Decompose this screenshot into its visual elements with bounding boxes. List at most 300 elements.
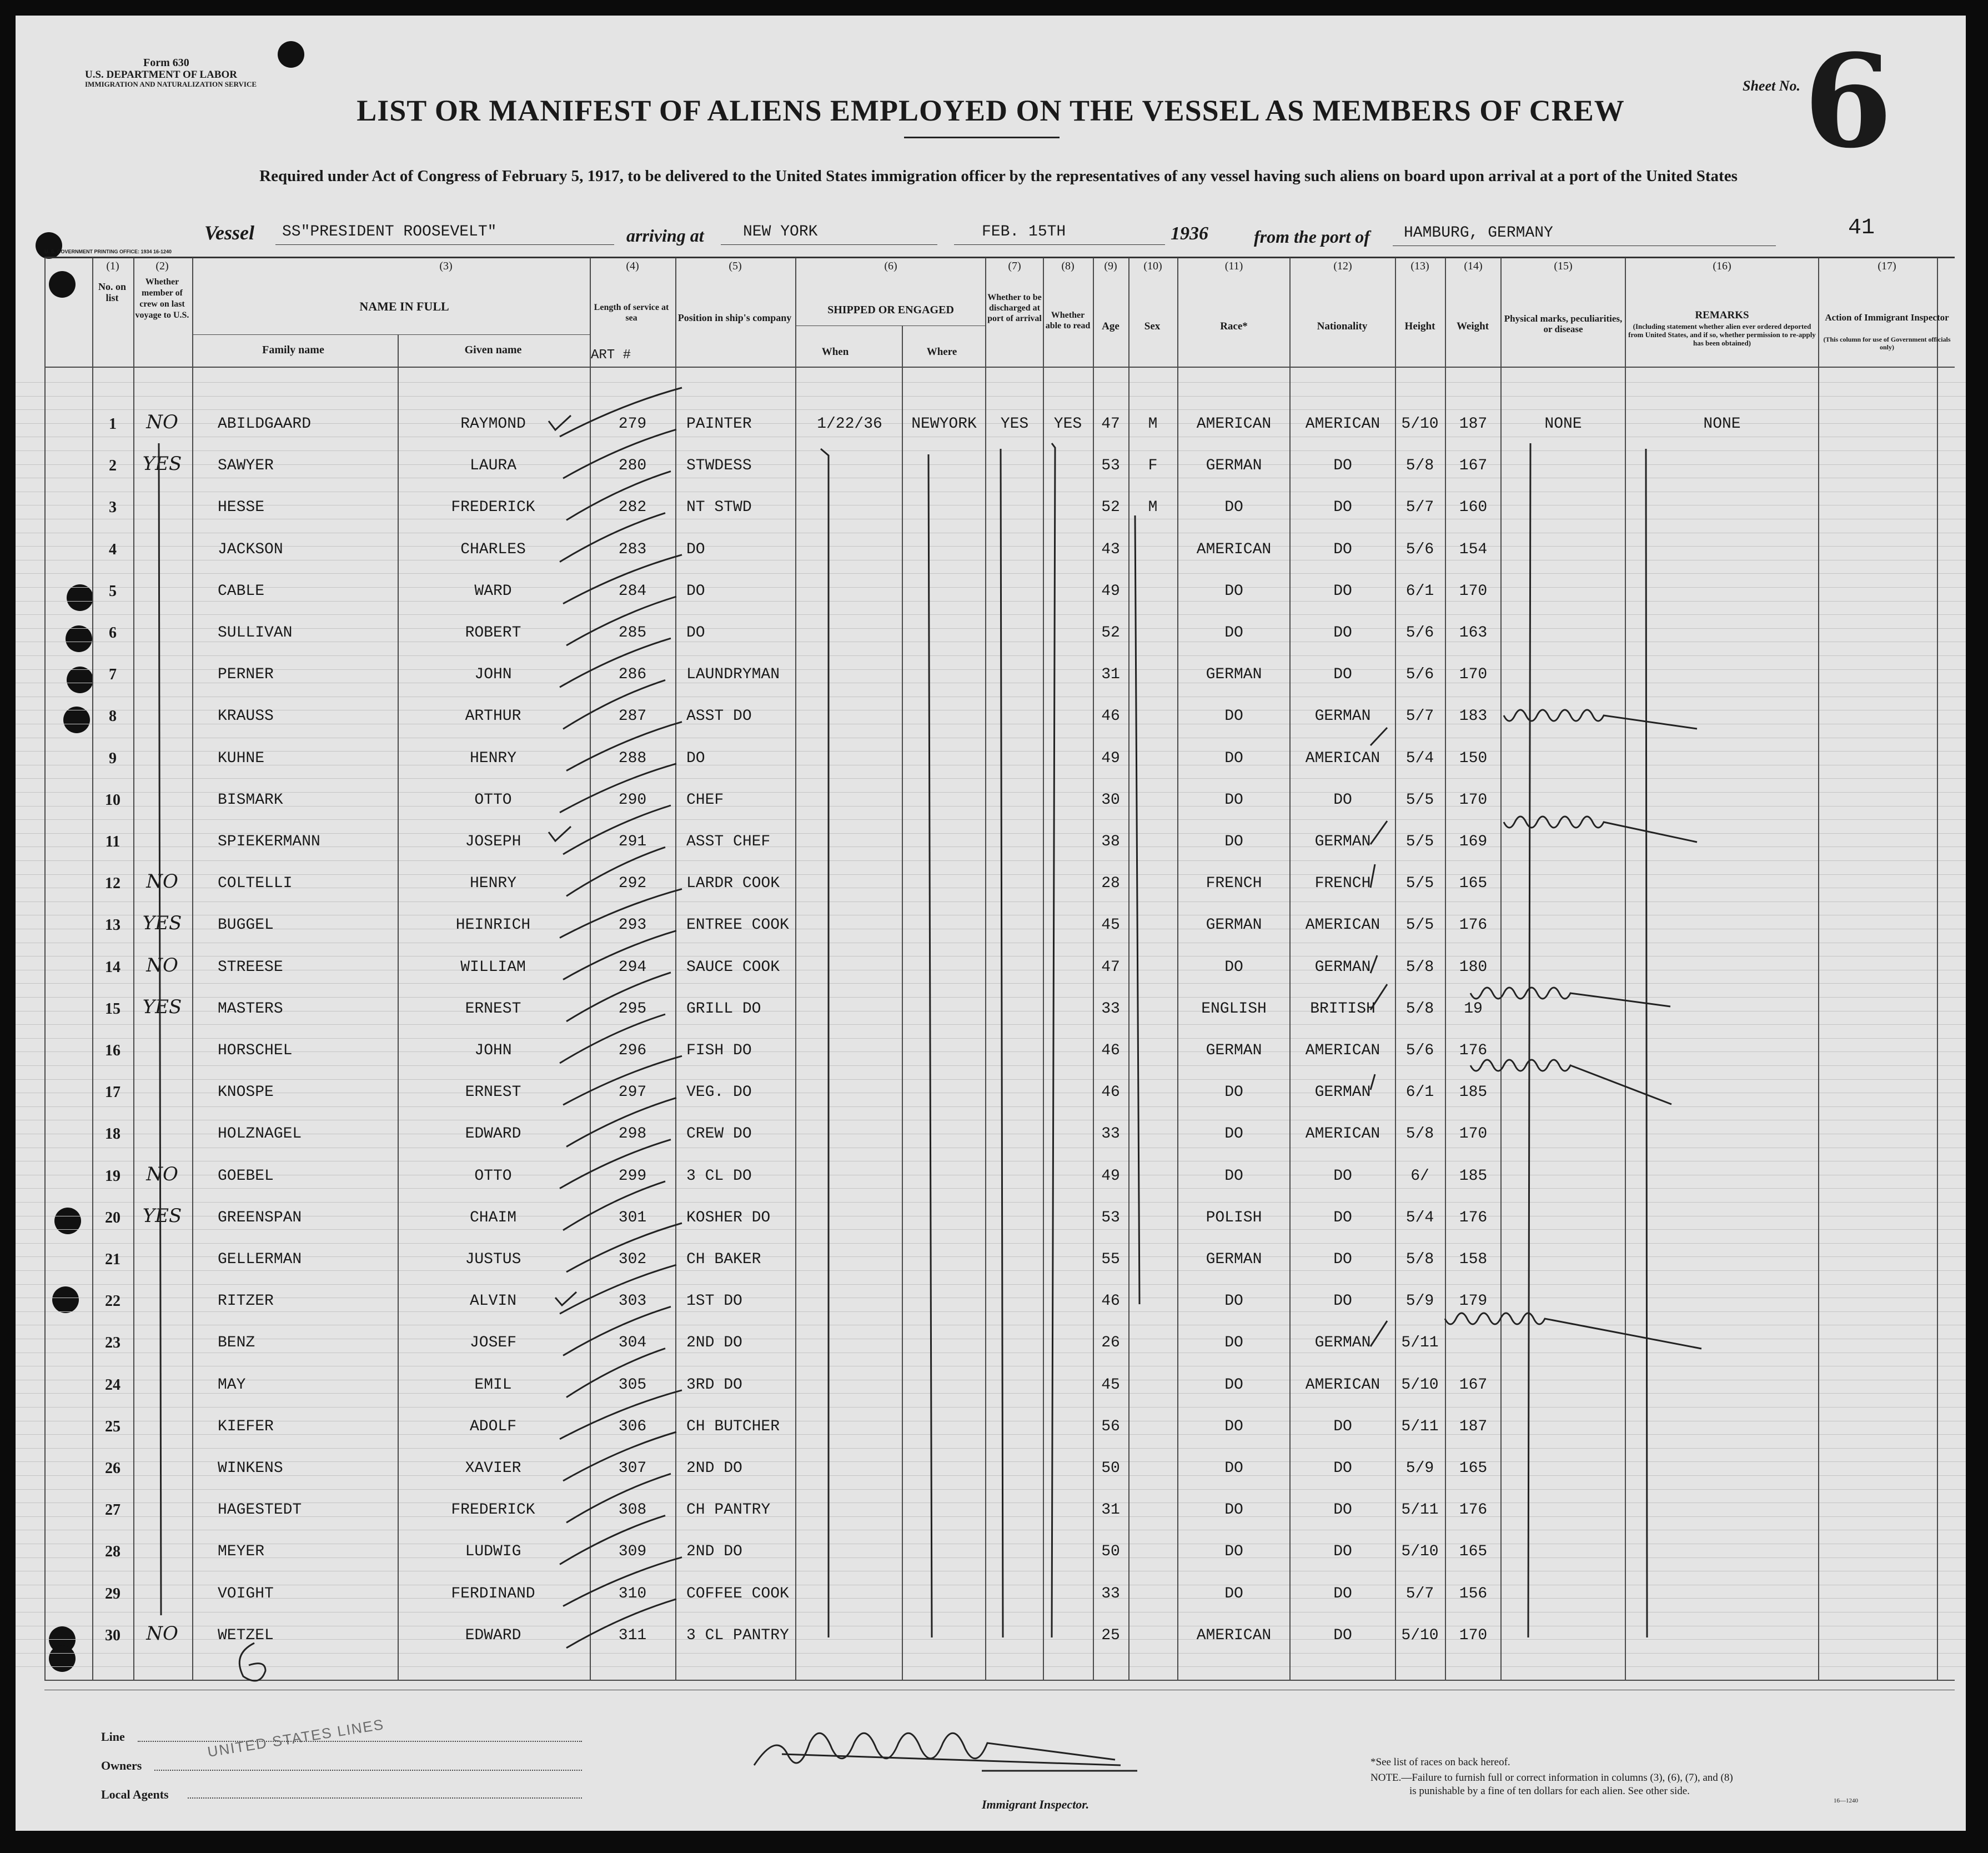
cell-art: 288	[618, 750, 647, 767]
cell-weight: 170	[1459, 666, 1488, 683]
departure-port: HAMBURG, GERMANY	[1404, 224, 1553, 242]
arrival-date: FEB. 15TH	[982, 223, 1066, 241]
cell-given: RAYMOND	[460, 415, 526, 433]
column-number: (3)	[439, 260, 453, 272]
cell-age: 46	[1101, 708, 1120, 725]
cell-weight: 169	[1459, 833, 1488, 850]
cell-no: 30	[105, 1627, 121, 1644]
cell-nat: DO	[1333, 541, 1352, 558]
arrival-port: NEW YORK	[743, 223, 818, 241]
cell-age: 52	[1101, 624, 1120, 642]
cell-art: 304	[618, 1334, 647, 1351]
cell-age: 47	[1101, 959, 1120, 976]
cell-no: 11	[105, 833, 121, 850]
cell-family: BENZ	[218, 1334, 255, 1351]
cell-position: VEG. DO	[686, 1084, 752, 1101]
header-sex: Sex	[1144, 320, 1161, 332]
cell-no: 10	[105, 792, 121, 809]
cell-weight: 187	[1459, 1418, 1488, 1435]
column-number: (11)	[1224, 260, 1243, 272]
cell-nat: DO	[1333, 1293, 1352, 1310]
cell-age: 56	[1101, 1418, 1120, 1435]
cell-position: 2ND DO	[686, 1460, 742, 1477]
cell-family: COLTELLI	[218, 875, 293, 892]
cell-family: HESSE	[218, 499, 265, 516]
cell-no: 13	[105, 917, 121, 934]
cell-no: 17	[105, 1084, 121, 1101]
cell-position: COFFEE COOK	[686, 1585, 789, 1602]
cell-nat: BRITISH	[1310, 1000, 1375, 1018]
cell-race: ENGLISH	[1201, 1000, 1267, 1018]
cell-family: KIEFER	[218, 1418, 274, 1435]
cell-art: 302	[618, 1251, 647, 1268]
cell-height: 5/5	[1405, 792, 1434, 809]
cell-nat: DO	[1333, 1543, 1352, 1560]
cell-weight: 165	[1459, 875, 1488, 892]
cell-family: KRAUSS	[218, 708, 274, 725]
cell-age: 33	[1101, 1585, 1120, 1602]
cell-race: DO	[1224, 1501, 1243, 1519]
header-inspector-action: Action of Immigrant Inspector	[1825, 312, 1949, 323]
cell-no: 23	[105, 1334, 121, 1351]
header-remarks-note: (Including statement whether alien ever ordered deported from United States, and if so, whether permission to re-apply has been obtained)	[1628, 322, 1816, 347]
cell-position: 1ST DO	[686, 1293, 742, 1310]
cell-race: AMERICAN	[1196, 1627, 1272, 1644]
cell-race: POLISH	[1206, 1209, 1262, 1226]
cell-nat: DO	[1333, 624, 1352, 642]
sheet-number: 6	[1804, 27, 1893, 177]
cell-age: 26	[1101, 1334, 1120, 1351]
cell-position: GRILL DO	[686, 1000, 761, 1018]
cell-height: 5/7	[1405, 708, 1434, 725]
cell-position: SAUCE COOK	[686, 959, 780, 976]
cell-given: OTTO	[474, 792, 512, 809]
page-title: LIST OR MANIFEST OF ALIENS EMPLOYED ON THE VESSEL AS MEMBERS OF CREW	[357, 94, 1625, 127]
header-race: Race*	[1220, 320, 1248, 332]
cell-height: 5/8	[1405, 1251, 1434, 1268]
cell-no: 16	[105, 1042, 121, 1059]
cell-no: 25	[105, 1418, 121, 1435]
cell-height: 5/4	[1405, 750, 1434, 767]
cell-read: YES	[1053, 415, 1082, 433]
cell-race: AMERICAN	[1196, 541, 1272, 558]
cell-given: XAVIER	[465, 1460, 521, 1477]
cell-prev: YES	[142, 453, 182, 475]
cell-position: LAUNDRYMAN	[686, 666, 780, 683]
cell-no: 29	[105, 1585, 121, 1602]
cell-given: EMIL	[474, 1376, 512, 1394]
from-port-label: from the port of	[1254, 227, 1370, 247]
cell-prev: YES	[142, 996, 182, 1018]
cell-weight: 163	[1459, 624, 1488, 642]
cell-nat: DO	[1333, 583, 1352, 600]
page-subtitle: Required under Act of Congress of February 5, 1917, to be delivered to the United States immigration officer by the representatives of any vessel having such aliens on board upon arrival at a port of the United States	[259, 167, 1738, 185]
cell-family: GREENSPAN	[218, 1209, 302, 1226]
cell-art: 284	[618, 583, 647, 600]
cell-weight: 170	[1459, 792, 1488, 809]
cell-no: 8	[109, 708, 117, 725]
footer-owners-label: Owners	[101, 1759, 142, 1772]
cell-family: BISMARK	[218, 792, 283, 809]
cell-weight: 180	[1459, 959, 1488, 976]
vessel-name: SS"PRESIDENT ROOSEVELT"	[282, 223, 497, 241]
year: 1936	[1171, 223, 1208, 244]
header-able-to-read: Whether able to read	[1045, 310, 1091, 330]
header-discharged: Whether to be discharged at port of arrival	[987, 293, 1042, 323]
cell-position: ASST DO	[686, 708, 752, 725]
cell-art: 292	[618, 875, 647, 892]
cell-family: WETZEL	[218, 1627, 274, 1644]
cell-nat: GERMAN	[1314, 1334, 1371, 1351]
cell-art: 311	[618, 1627, 647, 1644]
cell-weight: 185	[1459, 1084, 1488, 1101]
column-number: (13)	[1410, 260, 1429, 272]
cell-height: 5/11	[1401, 1418, 1439, 1435]
form-number: Form 630	[143, 57, 189, 69]
cell-race: GERMAN	[1206, 917, 1262, 934]
service: IMMIGRATION AND NATURALIZATION SERVICE	[85, 80, 257, 88]
cell-height: 5/7	[1405, 1585, 1434, 1602]
cell-sex: M	[1148, 415, 1158, 433]
cell-weight: 167	[1459, 457, 1488, 474]
cell-height: 5/5	[1405, 833, 1434, 850]
cell-position: ASST CHEF	[686, 833, 771, 850]
cell-given: HEINRICH	[455, 917, 531, 934]
cell-nat: GERMAN	[1314, 708, 1371, 725]
cell-no: 19	[105, 1168, 121, 1185]
cell-height: 5/7	[1405, 499, 1434, 516]
cell-no: 14	[105, 959, 121, 976]
cell-age: 46	[1101, 1042, 1120, 1059]
cell-nat: DO	[1333, 457, 1352, 474]
cell-age: 31	[1101, 1501, 1120, 1519]
cell-art: 291	[618, 833, 647, 850]
cell-age: 55	[1101, 1251, 1120, 1268]
cell-no: 3	[109, 499, 117, 516]
cell-position: NT STWD	[686, 499, 752, 516]
cell-family: KUHNE	[218, 750, 265, 767]
cell-age: 49	[1101, 1168, 1120, 1185]
cell-position: 3RD DO	[686, 1376, 742, 1394]
cell-race: DO	[1224, 708, 1243, 725]
cell-race: DO	[1224, 1376, 1243, 1394]
cell-height: 5/11	[1401, 1501, 1439, 1519]
header-nationality: Nationality	[1317, 320, 1368, 332]
cell-position: DO	[686, 541, 705, 558]
cell-race: DO	[1224, 1543, 1243, 1560]
cell-given: CHARLES	[460, 541, 526, 558]
header-when: When	[821, 346, 849, 358]
column-number: (5)	[729, 260, 742, 272]
column-number: (9)	[1104, 260, 1117, 272]
cell-nat: AMERICAN	[1305, 1125, 1380, 1143]
cell-family: BUGGEL	[218, 917, 274, 934]
cell-weight: 154	[1459, 541, 1488, 558]
manifest-sheet	[16, 16, 1966, 1831]
cell-height: 5/6	[1405, 541, 1434, 558]
cell-given: JOHN	[474, 666, 512, 683]
cell-height: 5/8	[1405, 1000, 1434, 1018]
cell-race: GERMAN	[1206, 1042, 1262, 1059]
cell-art: 286	[618, 666, 647, 683]
cell-weight: 160	[1459, 499, 1488, 516]
cell-nat: DO	[1333, 499, 1352, 516]
cell-family: CABLE	[218, 583, 265, 600]
cell-family: HAGESTEDT	[218, 1501, 302, 1519]
cell-art: 299	[618, 1168, 647, 1185]
cell-age: 46	[1101, 1084, 1120, 1101]
cell-nat: DO	[1333, 1418, 1352, 1435]
cell-age: 49	[1101, 750, 1120, 767]
cell-prev: YES	[142, 912, 182, 934]
cell-position: 3 CL DO	[686, 1168, 752, 1185]
handwriting-overlay	[16, 16, 1966, 1831]
cell-given: JOSEPH	[465, 833, 521, 850]
cell-age: 45	[1101, 1376, 1120, 1394]
cell-age: 47	[1101, 415, 1120, 433]
cell-position: ENTREE COOK	[686, 917, 789, 934]
cell-nat: GERMAN	[1314, 1084, 1371, 1101]
page-count: 41	[1848, 216, 1875, 241]
cell-art: 296	[618, 1042, 647, 1059]
column-number: (10)	[1143, 260, 1162, 272]
cell-position: 2ND DO	[686, 1334, 742, 1351]
cell-age: 25	[1101, 1627, 1120, 1644]
cell-given: EDWARD	[465, 1125, 521, 1143]
header-member-of-crew: Whether member of crew on last voyage to U.S.	[135, 277, 189, 320]
cell-race: FRENCH	[1206, 875, 1262, 892]
header-art-number: ART #	[591, 348, 631, 363]
cell-race: GERMAN	[1206, 457, 1262, 474]
cell-marks: NONE	[1544, 415, 1582, 433]
cell-weight: 187	[1459, 415, 1488, 433]
cell-given: HENRY	[469, 875, 516, 892]
cell-no: 5	[109, 583, 117, 600]
cell-given: ALVIN	[469, 1293, 516, 1310]
header-no-on-list: No. on list	[98, 281, 126, 303]
header-age: Age	[1102, 320, 1119, 332]
footer-line-label: Line	[101, 1730, 125, 1744]
cell-position: 3 CL PANTRY	[686, 1627, 789, 1644]
cell-age: 46	[1101, 1293, 1120, 1310]
cell-age: 45	[1101, 917, 1120, 934]
cell-given: JOHN	[474, 1042, 512, 1059]
cell-no: 28	[105, 1543, 121, 1560]
cell-nat: AMERICAN	[1305, 1376, 1380, 1394]
cell-art: 283	[618, 541, 647, 558]
cell-race: DO	[1224, 1293, 1243, 1310]
cell-family: PERNER	[218, 666, 274, 683]
cell-nat: AMERICAN	[1305, 750, 1380, 767]
cell-family: ABILDGAARD	[218, 415, 312, 433]
cell-given: FERDINAND	[451, 1585, 535, 1602]
cell-no: 4	[109, 541, 117, 558]
header-family-name: Family name	[262, 344, 324, 356]
cell-no: 7	[109, 666, 117, 683]
inspector-label: Immigrant Inspector.	[982, 1797, 1090, 1811]
vessel-label: Vessel	[204, 222, 254, 244]
cell-family: SULLIVAN	[218, 624, 293, 642]
cell-given: JOSEF	[469, 1334, 516, 1351]
column-number: (7)	[1008, 260, 1021, 272]
column-number: (16)	[1713, 260, 1731, 272]
cell-weight: 165	[1459, 1460, 1488, 1477]
cell-family: VOIGHT	[218, 1585, 274, 1602]
cell-age: 33	[1101, 1125, 1120, 1143]
cell-art: 293	[618, 917, 647, 934]
cell-family: RITZER	[218, 1293, 274, 1310]
cell-position: CHEF	[686, 792, 724, 809]
cell-no: 22	[105, 1293, 121, 1310]
cell-race: DO	[1224, 583, 1243, 600]
cell-age: 31	[1101, 666, 1120, 683]
cell-nat: DO	[1333, 666, 1352, 683]
cell-weight: 156	[1459, 1585, 1488, 1602]
cell-race: DO	[1224, 750, 1243, 767]
cell-when: 1/22/36	[817, 415, 882, 433]
cell-race: DO	[1224, 1125, 1243, 1143]
cell-no: 21	[105, 1251, 121, 1268]
cell-age: 50	[1101, 1543, 1120, 1560]
cell-position: CH PANTRY	[686, 1501, 771, 1519]
cell-given: WARD	[474, 583, 512, 600]
cell-height: 5/5	[1405, 917, 1434, 934]
cell-age: 43	[1101, 541, 1120, 558]
cell-age: 30	[1101, 792, 1120, 809]
cell-height: 6/1	[1405, 1084, 1434, 1101]
cell-position: FISH DO	[686, 1042, 752, 1059]
cell-weight: 183	[1459, 708, 1488, 725]
cell-art: 301	[618, 1209, 647, 1226]
cell-sex: F	[1148, 457, 1158, 474]
arriving-label: arriving at	[626, 226, 704, 246]
cell-given: LAURA	[469, 457, 516, 474]
column-number: (6)	[884, 260, 897, 272]
fine-note-2: is punishable by a fine of ten dollars for each alien. See other side.	[1409, 1785, 1690, 1797]
cell-given: OTTO	[474, 1168, 512, 1185]
cell-height: 5/6	[1405, 1042, 1434, 1059]
header-length-of-service: Length of service at sea	[594, 303, 669, 323]
cell-nat: AMERICAN	[1305, 1042, 1380, 1059]
cell-height: 6/1	[1405, 583, 1434, 600]
cell-weight: 176	[1459, 1209, 1488, 1226]
cell-race: DO	[1224, 1585, 1243, 1602]
cell-height: 5/11	[1401, 1334, 1439, 1351]
column-number: (8)	[1061, 260, 1075, 272]
cell-prev: NO	[146, 1622, 178, 1645]
cell-nat: DO	[1333, 1209, 1352, 1226]
cell-position: KOSHER DO	[686, 1209, 771, 1226]
cell-height: 5/6	[1405, 666, 1434, 683]
cell-height: 6/	[1410, 1168, 1429, 1185]
cell-no: 9	[109, 750, 117, 767]
cell-age: 49	[1101, 583, 1120, 600]
cell-weight: 185	[1459, 1168, 1488, 1185]
cell-family: MASTERS	[218, 1000, 283, 1018]
cell-position: PAINTER	[686, 415, 752, 433]
cell-weight: 176	[1459, 1042, 1488, 1059]
cell-weight: 165	[1459, 1543, 1488, 1560]
cell-position: DO	[686, 750, 705, 767]
sheet-label: Sheet No.	[1743, 78, 1800, 94]
cell-race: GERMAN	[1206, 1251, 1262, 1268]
cell-art: 295	[618, 1000, 647, 1018]
cell-position: 2ND DO	[686, 1543, 742, 1560]
cell-family: HORSCHEL	[218, 1042, 293, 1059]
cell-given: ADOLF	[469, 1418, 516, 1435]
header-inspector-note: (This column for use of Government officials only)	[1823, 335, 1951, 351]
cell-given: FREDERICK	[451, 499, 535, 516]
cell-race: DO	[1224, 1418, 1243, 1435]
cell-nat: DO	[1333, 1460, 1352, 1477]
cell-art: 294	[618, 959, 647, 976]
cell-race: DO	[1224, 624, 1243, 642]
cell-art: 282	[618, 499, 647, 516]
header-shipped-engaged: SHIPPED OR ENGAGED	[827, 304, 954, 316]
cell-height: 5/5	[1405, 875, 1434, 892]
department: U.S. DEPARTMENT OF LABOR	[85, 69, 237, 81]
cell-given: HENRY	[469, 750, 516, 767]
cell-height: 5/9	[1405, 1293, 1434, 1310]
cell-position: CH BAKER	[686, 1251, 761, 1268]
column-number: (4)	[626, 260, 639, 272]
header-physical-marks: Physical marks, peculiarities, or disease	[1504, 313, 1623, 334]
cell-nat: DO	[1333, 792, 1352, 809]
cell-weight: 170	[1459, 1627, 1488, 1644]
cell-weight: 170	[1459, 1125, 1488, 1143]
cell-height: 5/4	[1405, 1209, 1434, 1226]
cell-no: 27	[105, 1501, 121, 1519]
cell-height: 5/9	[1405, 1460, 1434, 1477]
cell-no: 6	[109, 624, 117, 642]
cell-height: 5/6	[1405, 624, 1434, 642]
cell-art: 308	[618, 1501, 647, 1519]
cell-given: EDWARD	[465, 1627, 521, 1644]
cell-nat: DO	[1333, 1168, 1352, 1185]
cell-weight: 176	[1459, 917, 1488, 934]
cell-race: DO	[1224, 833, 1243, 850]
cell-given: FREDERICK	[451, 1501, 535, 1519]
cell-age: 50	[1101, 1460, 1120, 1477]
column-number: (15)	[1554, 260, 1573, 272]
cell-no: 26	[105, 1460, 121, 1477]
cell-art: 290	[618, 792, 647, 809]
cell-nat: FRENCH	[1314, 875, 1371, 892]
cell-age: 28	[1101, 875, 1120, 892]
cell-weight: 19	[1464, 1000, 1483, 1018]
cell-given: JUSTUS	[465, 1251, 521, 1268]
cell-no: 18	[105, 1125, 121, 1143]
cell-race: DO	[1224, 1460, 1243, 1477]
cell-race: DO	[1224, 792, 1243, 809]
cell-weight: 158	[1459, 1251, 1488, 1268]
cell-height: 5/10	[1401, 1543, 1439, 1560]
cell-race: DO	[1224, 1334, 1243, 1351]
header-where: Where	[926, 346, 957, 358]
races-note: *See list of races on back hereof.	[1370, 1756, 1510, 1768]
header-weight: Weight	[1456, 320, 1489, 332]
cell-nat: DO	[1333, 1585, 1352, 1602]
cell-position: STWDESS	[686, 457, 752, 474]
cell-family: MEYER	[218, 1543, 265, 1560]
cell-art: 306	[618, 1418, 647, 1435]
cell-position: CREW DO	[686, 1125, 752, 1143]
cell-height: 5/8	[1405, 1125, 1434, 1143]
cell-art: 287	[618, 708, 647, 725]
column-number: (2)	[155, 260, 169, 272]
cell-given: LUDWIG	[465, 1543, 521, 1560]
cell-no: 12	[105, 875, 121, 892]
